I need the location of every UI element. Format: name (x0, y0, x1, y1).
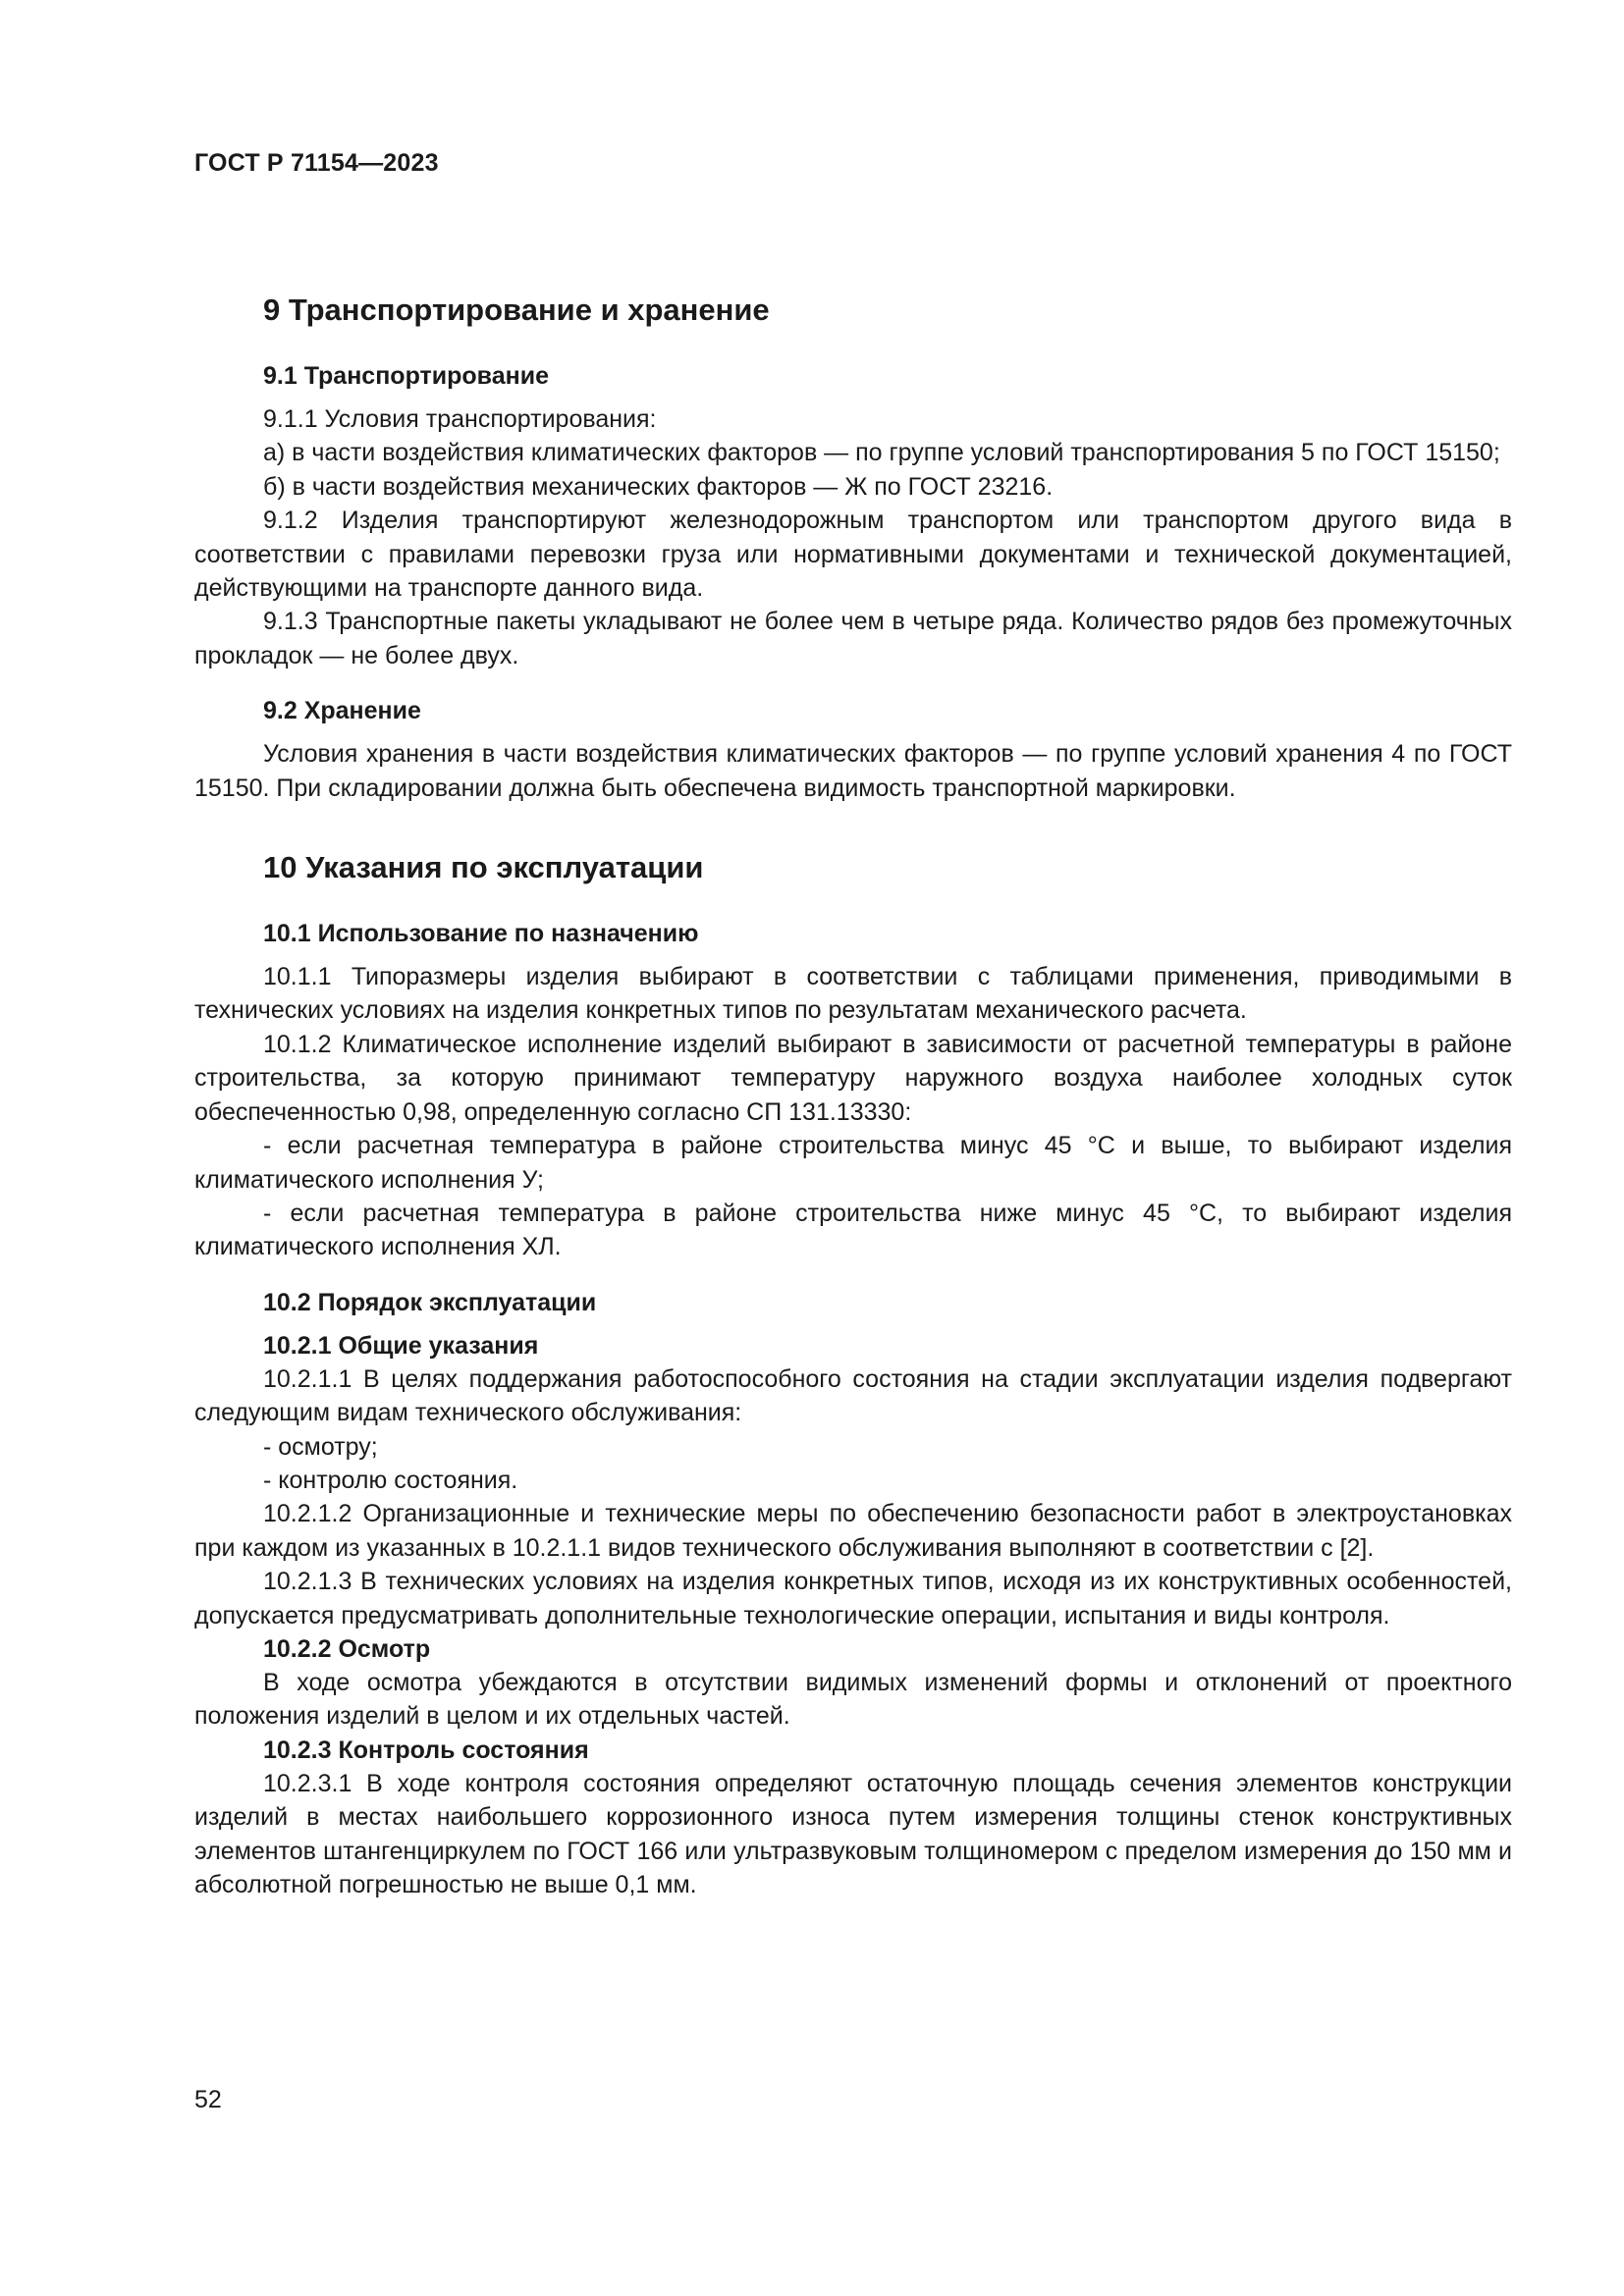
section-10-2-1-heading: 10.2.1 Общие указания (263, 1331, 539, 1360)
paragraph-10-2-2: В ходе осмотра убеждаются в отсутствии видимых изменений формы и отклонений от проектного положения изделий в целом и их отдельных частей. (194, 1668, 1512, 1731)
section-9-1-heading: 9.1 Транспортирование (263, 362, 549, 390)
section-9-2-heading: 9.2 Хранение (263, 697, 421, 725)
list-item: - контролю состояния. (263, 1466, 518, 1494)
section-10-heading: 10 Указания по эксплуатации (263, 850, 704, 885)
paragraph-9-1-1-b: б) в части воздействия механических факторов — Ж по ГОСТ 23216. (263, 472, 1054, 501)
paragraph-9-1-3: 9.1.3 Транспортные пакеты укладывают не более чем в четыре ряда. Количество рядов без промежуточных прокладок — не более двух. (194, 608, 1512, 669)
section-10-1-heading: 10.1 Использование по назначению (263, 920, 699, 948)
spacer (194, 1264, 1512, 1286)
section-9-heading: 9 Транспортирование и хранение (263, 293, 770, 327)
paragraph-9-1-1-a: а) в части воздействия климатических факторов — по группе условий транспортирования 5 по ГОСТ 15150; (263, 439, 1500, 467)
section-10-2-heading: 10.2 Порядок эксплуатации (263, 1288, 597, 1316)
list-item: - если расчетная температура в районе строительства ниже минус 45 °С, то выбирают изделия климатического исполнения ХЛ. (194, 1199, 1512, 1261)
section-10-2-2-heading: 10.2.2 Осмотр (263, 1634, 431, 1663)
document-body (194, 291, 1512, 1901)
paragraph-10-2-3-1: 10.2.3.1 В ходе контроля состояния определяют остаточную площадь сечения элементов конструкции изделий в местах наибольшего коррозионного износа путем измерения толщины стенок конструктивных элементов штангенциркулем по ГОСТ 166 или ультразвуковым толщиномером с пределом измерения до 150 мм и абсолютной погрешностью не выше 0,1 мм. (194, 1769, 1512, 1898)
section-10-2-3-heading: 10.2.3 Контроль состояния (263, 1735, 589, 1764)
paragraph-10-2-1-3: 10.2.1.3 В технических условиях на изделия конкретных типов, исходя из их конструктивных особенностей, допускается предусматривать дополнительные технологические операции, испытания и виды контроля. (194, 1568, 1512, 1629)
page-number: 52 (194, 2086, 222, 2113)
list-item: - если расчетная температура в районе строительства минус 45 °С и выше, то выбирают изделия климатического исполнения У; (194, 1132, 1512, 1194)
paragraph-9-1-2: 9.1.2 Изделия транспортируют железнодорожным транспортом или транспортом другого вида в соответствии с правилами перевозки груза или нормативными документами и технической документацией, действующими на транспорте данного вида. (194, 507, 1512, 603)
paragraph-10-2-1-1: 10.2.1.1 В целях поддержания работоспособного состояния на стадии эксплуатации изделия подвергают следующим видам технического обслуживания: (194, 1364, 1512, 1427)
spacer (194, 805, 1512, 848)
document-header: ГОСТ Р 71154—2023 (194, 149, 439, 177)
list-item: - осмотру; (263, 1432, 378, 1461)
paragraph-9-1-1: 9.1.1 Условия транспортирования: (263, 405, 657, 433)
paragraph-10-1-2: 10.1.2 Климатическое исполнение изделий выбирают в зависимости от расчетной температуры в районе строительства, за которую принимают температуру наружного воздуха наиболее холодных суток обеспеченностью 0,98, определенную согласно СП 131.13330: (194, 1030, 1512, 1126)
spacer (194, 672, 1512, 694)
paragraph-10-2-1-2: 10.2.1.2 Организационные и технические меры по обеспечению безопасности работ в электроустановках при каждом из указанных в 10.2.1.1 видов технического обслуживания выполняют в соответствии с [2]. (194, 1500, 1512, 1562)
paragraph-9-2: Условия хранения в части воздействия климатических факторов — по группе условий хранения 4 по ГОСТ 15150. При складировании должна быть обеспечена видимость транспортной маркировки. (194, 740, 1512, 802)
paragraph-10-1-1: 10.1.1 Типоразмеры изделия выбирают в соответствии с таблицами применения, приводимыми в технических условиях на изделия конкретных типов по результатам механического расчета. (194, 963, 1512, 1025)
